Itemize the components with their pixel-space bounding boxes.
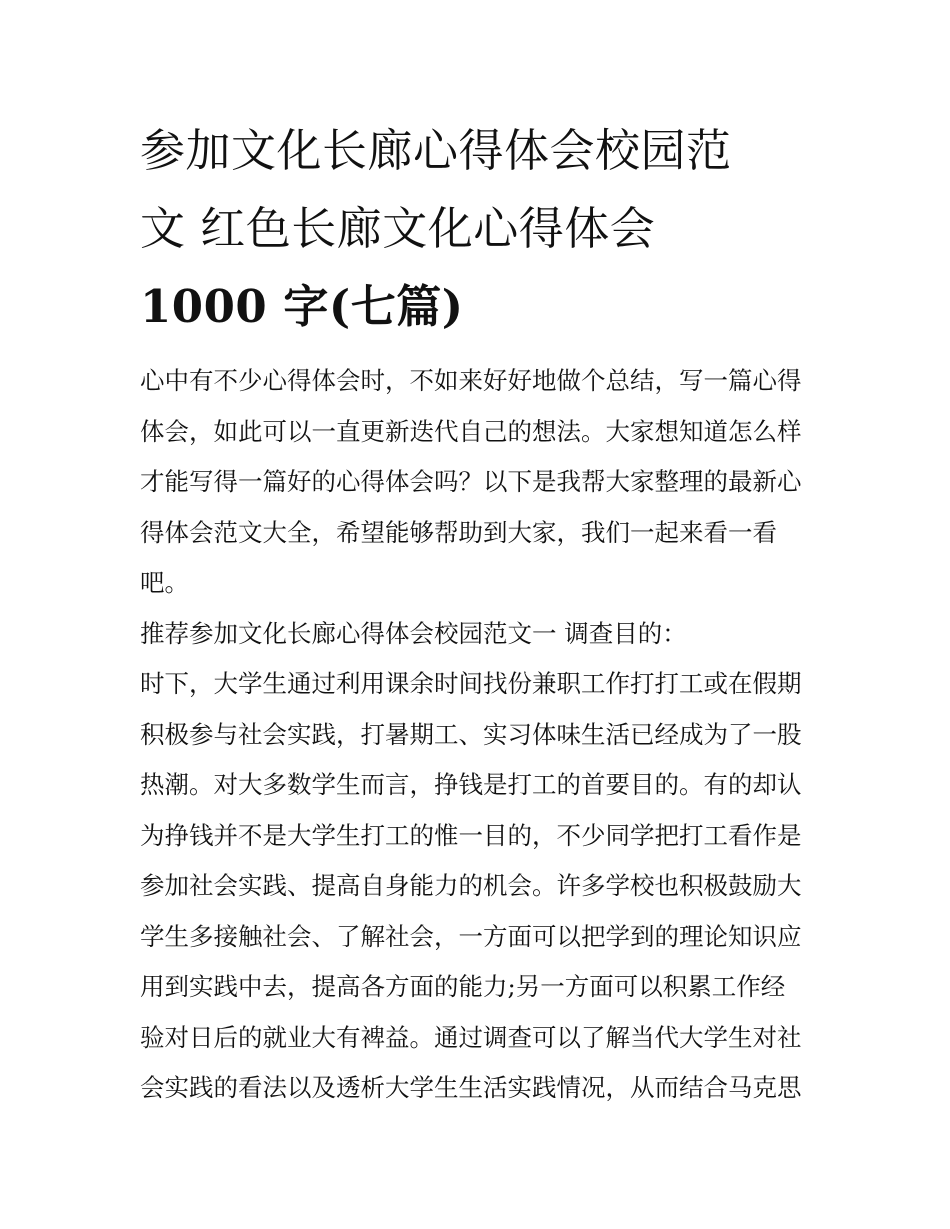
intro-line: 体会，如此可以一直更新迭代自己的想法。大家想知道怎么样 (140, 416, 802, 446)
document-content (140, 112, 830, 1114)
title-line: 文 红色长廊文化心得体会 (140, 202, 656, 255)
body-line: 时下，大学生通过利用课余时间找份兼职工作打打工或在假期 (140, 669, 802, 698)
intro-line: 心中有不少心得体会时，不如来好好地做个总结，写一篇心得 (140, 366, 802, 395)
intro-line: 得体会范文大全，希望能够帮助到大家，我们一起来看一看 (140, 517, 777, 547)
body-line: 用到实践中去，提高各方面的能力;另一方面可以积累工作经 (140, 972, 786, 1001)
title-line: 1000 字(七篇) (140, 280, 464, 333)
intro-line: 吧。 (140, 568, 189, 597)
intro-paragraph (140, 356, 830, 609)
document-title (140, 112, 830, 346)
body-paragraph (140, 659, 830, 1114)
body-line: 会实践的看法以及透析大学生生活实践情况，从而结合马克思 (140, 1073, 802, 1102)
section-heading-text: 推荐参加文化长廊心得体会校园范文一 调查目的： (140, 618, 687, 648)
body-line: 参加社会实践、提高自身能力的机会。许多学校也积极鼓励大 (140, 871, 802, 900)
body-line: 积极参与社会实践，打暑期工、实习体味生活已经成为了一股 (140, 719, 802, 749)
body-line: 热潮。对大多数学生而言，挣钱是打工的首要目的。有的却认 (140, 770, 802, 799)
intro-line: 才能写得一篇好的心得体会吗？以下是我帮大家整理的最新心 (140, 467, 802, 496)
body-line: 验对日后的就业大有裨益。通过调查可以了解当代大学生对社 (140, 1022, 802, 1052)
body-line: 为挣钱并不是大学生打工的惟一目的，不少同学把打工看作是 (140, 820, 802, 850)
section-heading (140, 609, 830, 660)
title-line: 参加文化长廊心得体会校园范 (140, 124, 732, 177)
body-line: 学生多接触社会、了解社会，一方面可以把学到的理论知识应 (140, 921, 802, 951)
